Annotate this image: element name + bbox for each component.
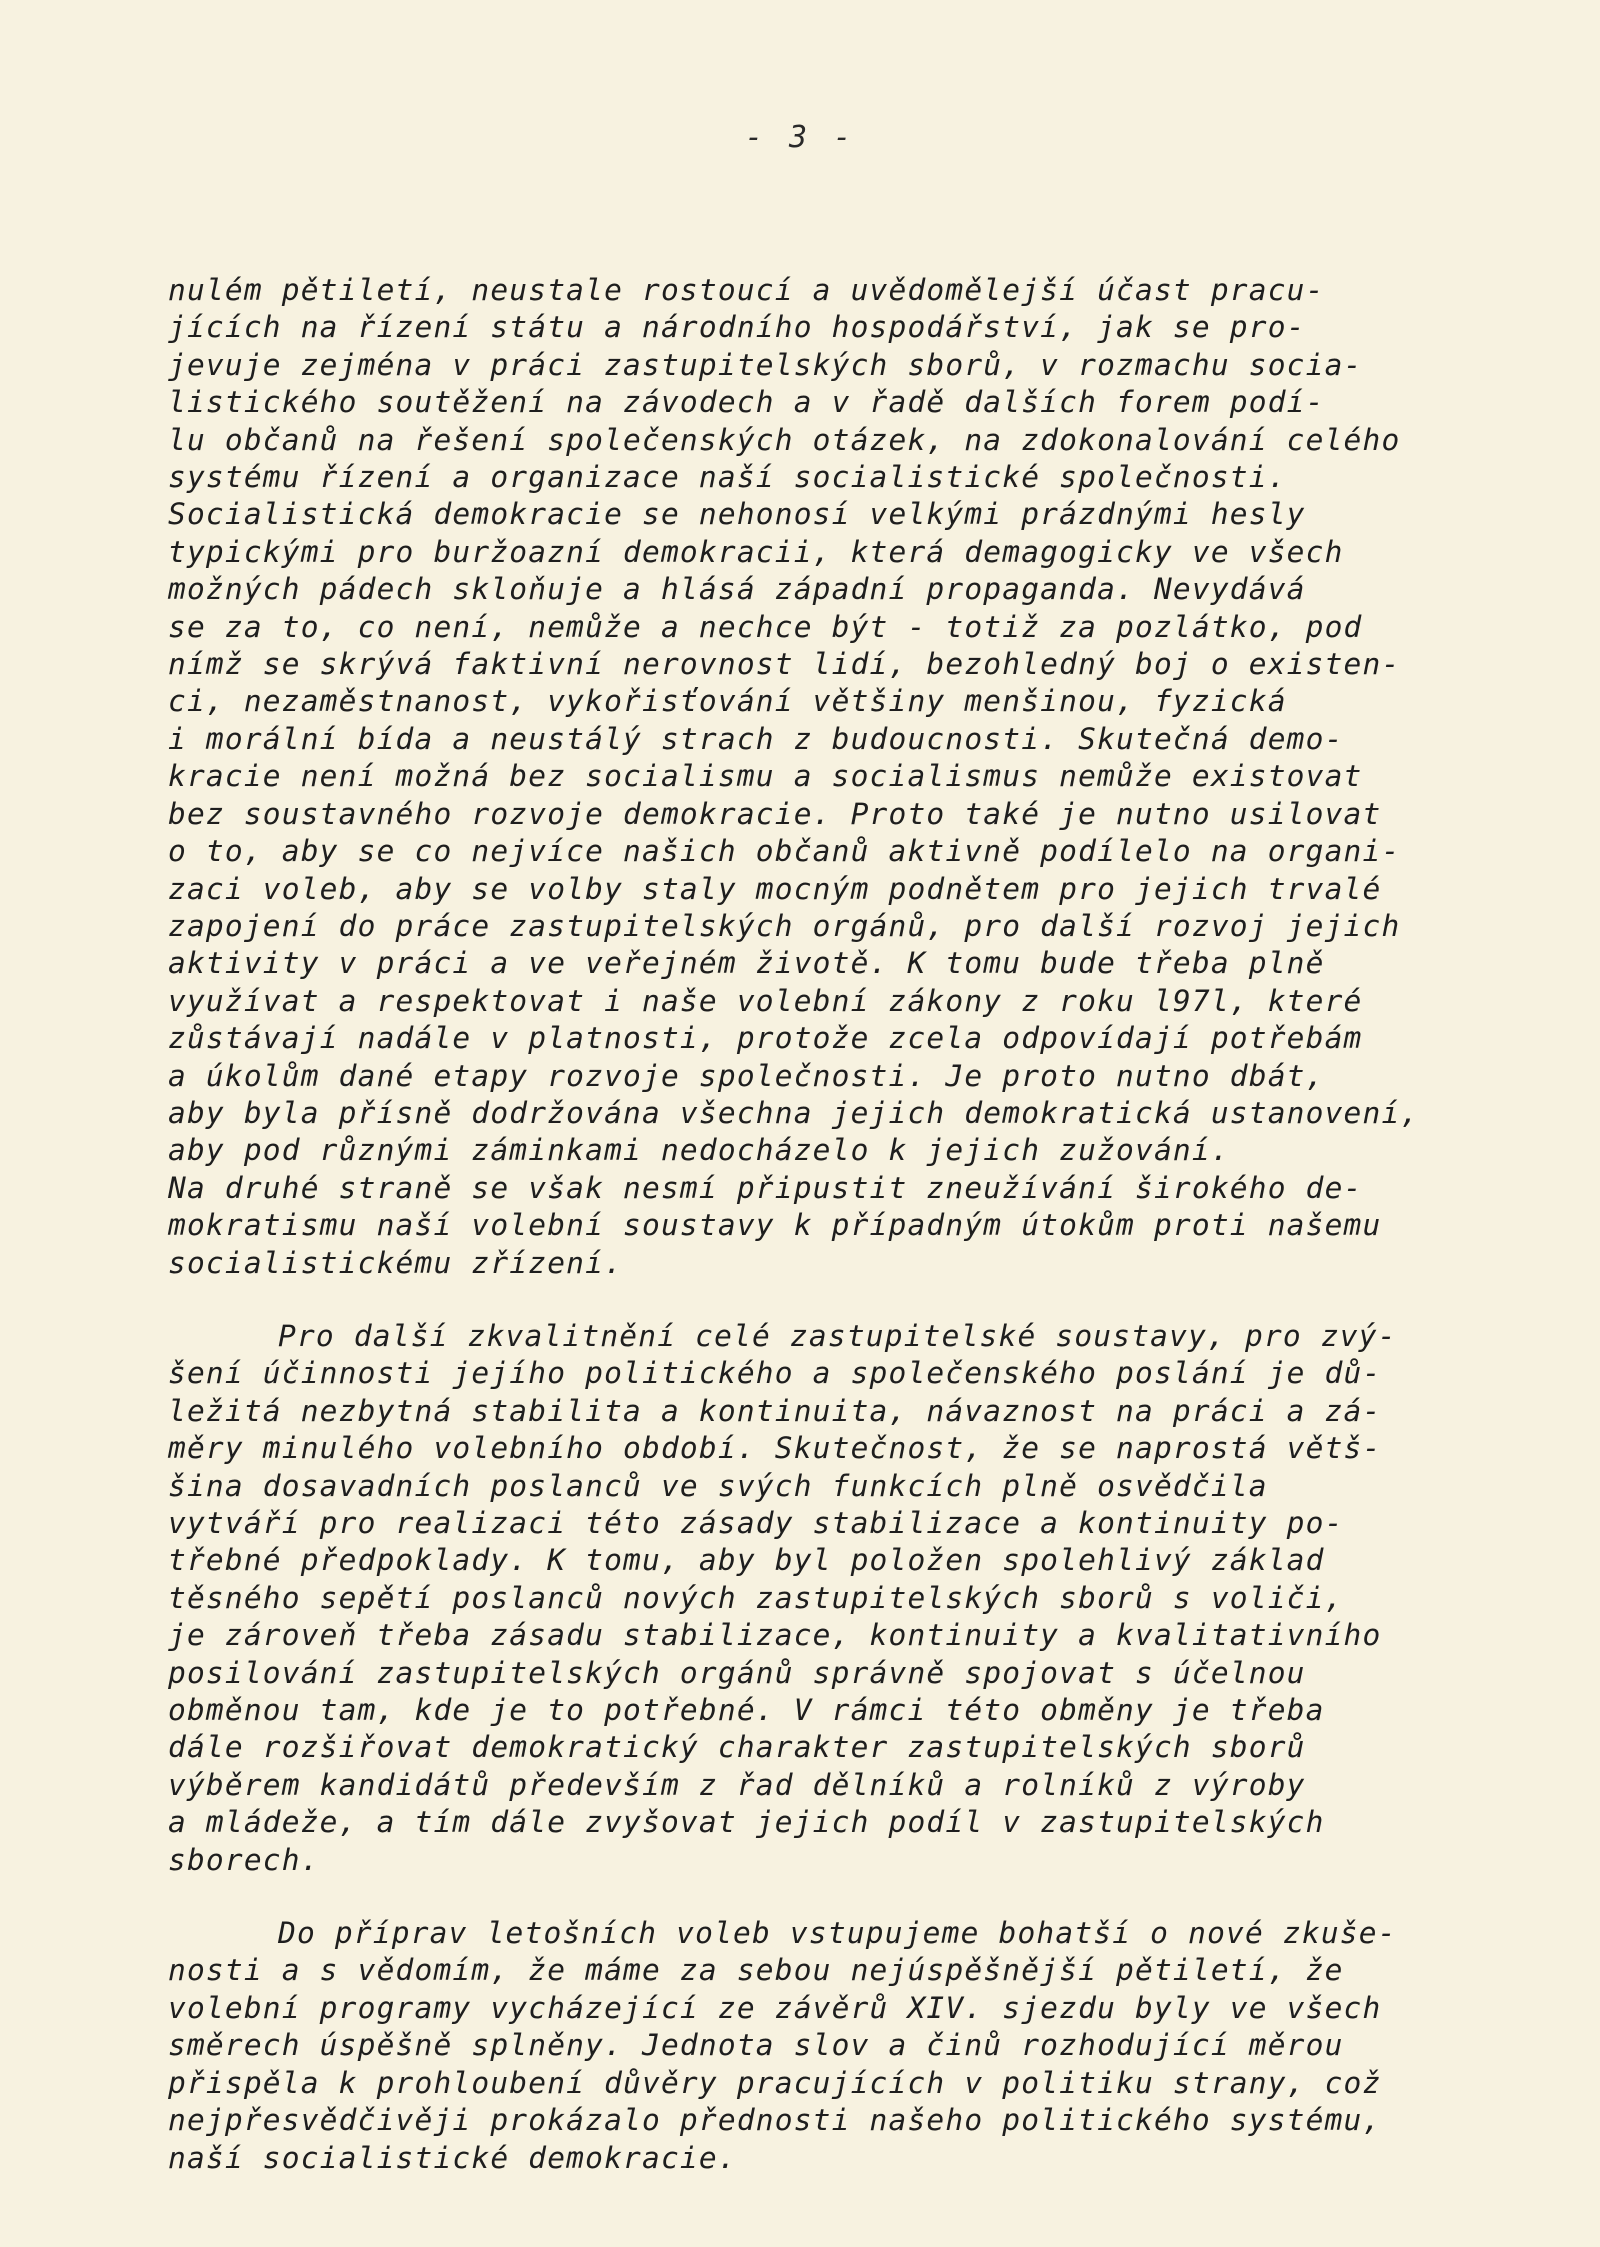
text-line: zaci voleb, aby se volby staly mocným podnětem pro jejich trvalé: [168, 871, 1382, 906]
text-line: je zároveň třeba zásadu stabilizace, kontinuity a kvalitativního: [168, 1618, 1382, 1653]
text-line: a mládeže, a tím dále zvyšovat jejich podíl v zastupitelských: [168, 1805, 1325, 1840]
text-line: naší socialistické demokracie.: [168, 2140, 737, 2175]
text-line: a úkolům dané etapy rozvoje společnosti. Je proto nutno dbát,: [168, 1058, 1325, 1093]
text-line: posilování zastupitelských orgánů správně spojovat s účelnou: [168, 1655, 1306, 1690]
text-line: nulém pětiletí, neustale rostoucí a uvědomělejší účast pracu-: [168, 273, 1325, 307]
text-line: třebné předpoklady. K tomu, aby byl položen spolehlivý základ: [168, 1543, 1325, 1578]
body-text: [168, 272, 1468, 2177]
text-line: využívat a respektovat i naše volební zákony z roku l97l, které: [168, 983, 1363, 1018]
text-line: aktivity v práci a ve veřejném životě. K tomu bude třeba plně: [168, 946, 1325, 981]
text-line: mokratismu naší volební soustavy k případným útokům proti našemu: [168, 1208, 1382, 1243]
text-line: volební programy vycházející ze závěrů XIV. sjezdu byly ve všech: [168, 1990, 1382, 2025]
text-line: měry minulého volebního období. Skutečnost, že se naprostá větš-: [168, 1431, 1382, 1466]
text-line: Pro další zkvalitnění celé zastupitelské soustavy, pro zvý-: [278, 1318, 1397, 1353]
text-line: listického soutěžení na závodech a v řadě dalších forem podí-: [168, 385, 1325, 420]
text-line: nosti a s vědomím, že máme za sebou nejúspěšnější pětiletí, že: [168, 1953, 1344, 1988]
text-line: Do příprav letošních voleb vstupujeme bohatší o nové zkuše-: [278, 1916, 1397, 1951]
text-line: i morální bída a neustálý strach z budoucnosti. Skutečná demo-: [168, 721, 1344, 756]
text-line: aby pod různými záminkami nedocházelo k jejich zužování.: [168, 1133, 1230, 1168]
paragraph-2: [168, 1318, 1468, 1879]
text-line: šina dosavadních poslanců ve svých funkcích plně osvědčila: [168, 1468, 1268, 1503]
text-line: socialistickému zřízení.: [168, 1245, 624, 1280]
text-line: o to, aby se co nejvíce našich občanů aktivně podílelo na organi-: [168, 834, 1401, 869]
text-line: se za to, co není, nemůže a nechce být - totiž za pozlátko, pod: [168, 609, 1363, 644]
text-line: dále rozšiřovat demokratický charakter zastupitelských sborů: [168, 1730, 1306, 1765]
text-line: kracie není možná bez socialismu a socialismus nemůže existovat: [168, 759, 1363, 794]
text-line: Na druhé straně se však nesmí připustit zneužívání širokého de-: [168, 1170, 1363, 1205]
text-line: jících na řízení státu a národního hospodářství, jak se pro-: [168, 310, 1306, 345]
text-line: zůstávají nadále v platnosti, protože zcela odpovídají potřebám: [168, 1021, 1363, 1056]
text-line: vytváří pro realizaci této zásady stabilizace a kontinuity po-: [168, 1506, 1344, 1540]
text-line: výběrem kandidátů především z řad dělníků a rolníků z výroby: [168, 1767, 1306, 1802]
text-line: typickými pro buržoazní demokracii, která demagogicky ve všech: [168, 534, 1344, 569]
text-line: těsného sepětí poslanců nových zastupitelských sborů s voliči,: [168, 1580, 1344, 1615]
text-line: nejpřesvědčivěji prokázalo přednosti našeho politického systému,: [168, 2103, 1382, 2138]
text-line: lu občanů na řešení společenských otázek, na zdokonalování celého: [168, 422, 1401, 457]
text-line: ležitá nezbytná stabilita a kontinuita, návaznost na práci a zá-: [168, 1393, 1382, 1428]
paragraph-1: [168, 272, 1468, 1282]
text-line: nímž se skrývá faktivní nerovnost lidí, bezohledný boj o existen-: [168, 647, 1401, 682]
text-line: směrech úspěšně splněny. Jednota slov a činů rozhodující měrou: [168, 2028, 1344, 2063]
text-line: bez soustavného rozvoje demokracie. Proto také je nutno usilovat: [168, 796, 1382, 831]
text-line: aby byla přísně dodržována všechna jejich demokratická ustanovení,: [168, 1095, 1420, 1130]
text-line: přispěla k prohloubení důvěry pracujících v politiku strany, což: [168, 2065, 1382, 2100]
text-line: zapojení do práce zastupitelských orgánů, pro další rozvoj jejich: [168, 908, 1401, 943]
page-number: - 3 -: [744, 120, 856, 155]
text-line: systému řízení a organizace naší socialistické společnosti.: [168, 460, 1287, 495]
text-line: Socialistická demokracie se nehonosí velkými prázdnými hesly: [168, 497, 1306, 532]
text-line: sborech.: [168, 1842, 320, 1877]
paragraph-3: [168, 1915, 1468, 2177]
text-line: ci, nezaměstnanost, vykořisťování většiny menšinou, fyzická: [168, 684, 1287, 719]
text-line: šení účinnosti jejího politického a společenského poslání je dů-: [168, 1356, 1382, 1391]
text-line: obměnou tam, kde je to potřebné. V rámci této obměny je třeba: [168, 1693, 1325, 1728]
text-line: jevuje zejména v práci zastupitelských sborů, v rozmachu socia-: [168, 347, 1363, 382]
text-line: možných pádech skloňuje a hlásá západní propaganda. Nevydává: [168, 572, 1306, 607]
